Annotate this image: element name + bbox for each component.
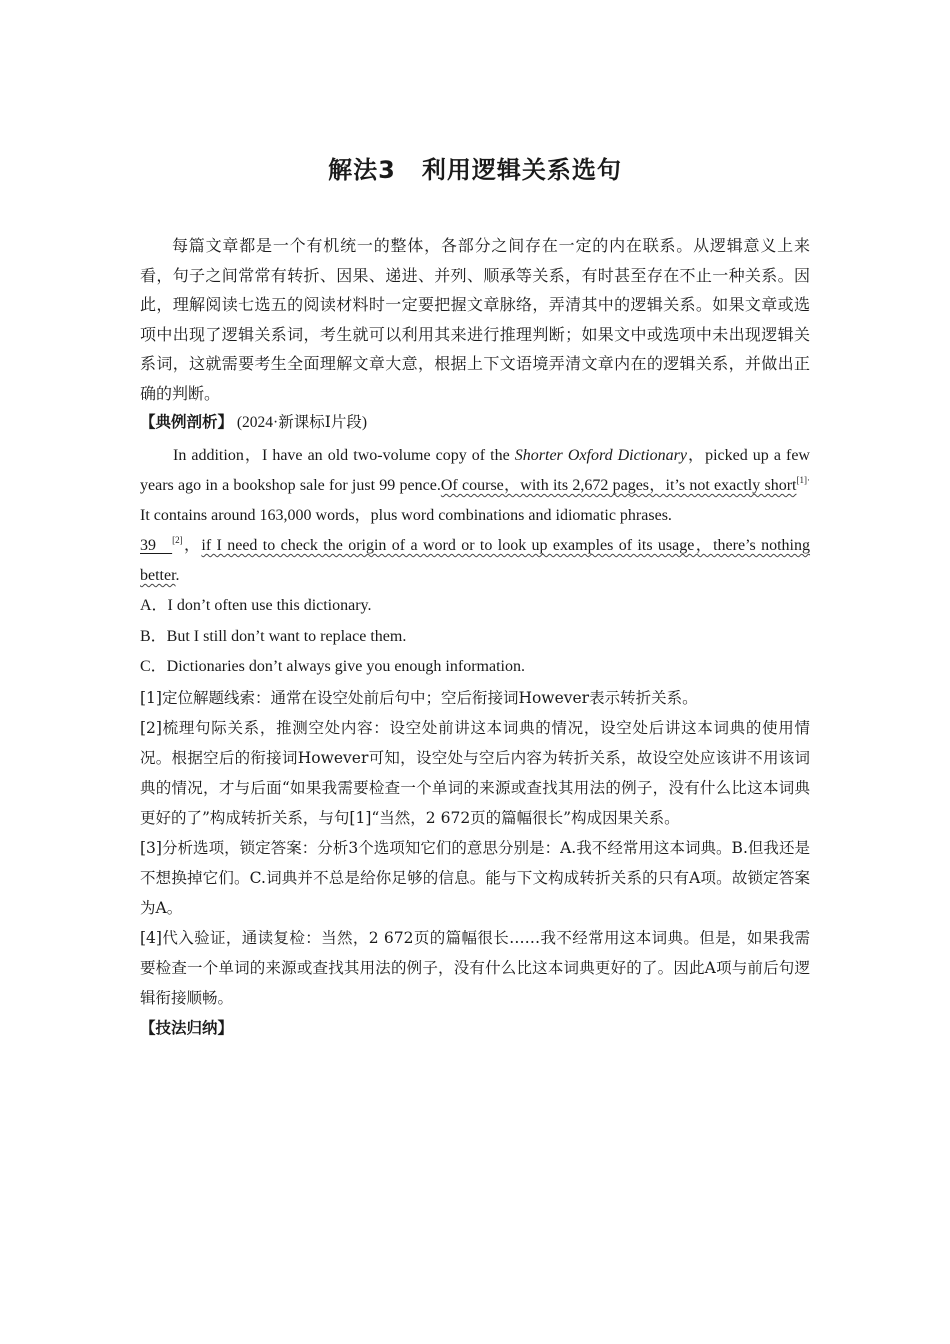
analysis-step-1: [1]定位解题线索：通常在设空处前后句中；空后衔接词However表示转折关系。 [140, 688, 698, 707]
wavy-underline-1: Of course，with its 2,672 pages，it’s not exactly short [440, 477, 797, 494]
passage-text-1: In addition，I have an old two-volume copy of the [173, 447, 515, 464]
marker-2: [2] [172, 535, 183, 545]
analysis-step-2: [2]梳理句际关系，推测空处内容：设空处前讲这本词典的情况，设空处后讲这本词典的使用情况。根据空后的衔接词However可知，设空处与空后内容为转折关系，故设空处应该讲不用该词典的情况，才与后面“如果我需要检查一个单词的来源或查找其用法的例子，没有什么比这本词典更好的了”构成转折关系，与句[1]“当然，2 672页的篇幅很长”构成因果关系。 [140, 718, 810, 827]
example-source: (2024·新课标Ⅰ片段) [236, 414, 367, 431]
marker-1: [1]· [796, 475, 810, 485]
intro-paragraph: 每篇文章都是一个有机统一的整体，各部分之间存在一定的内在联系。从逻辑意义上来看，句子之间常常有转折、因果、递进、并列、顺承等关系，有时甚至存在不止一种关系。因此，理解阅读七选五的阅读材料时一定要把握文章脉络，弄清其中的逻辑关系。如果文章或选项中出现了逻辑关系词，考生就可以利用其来进行推理判断；如果文中或选项中未出现逻辑关系词，这就需要考生全面理解文章大意，根据上下文语境弄清文章内在的逻辑关系，并做出正确的判断。 [140, 236, 810, 403]
analysis-step-3: [3]分析选项，锁定答案：分析3个选项知它们的意思分别是：A.我不经常用这本词典。B.但我还是不想换掉它们。C.词典并不总是给你足够的信息。能与下文构成转折关系的只有A项。故锁定答案为A。 [140, 838, 810, 917]
document-page [140, 150, 810, 1043]
book-title: Shorter Oxford Dictionary [514, 447, 687, 464]
page-title [140, 150, 810, 185]
example-heading [140, 408, 810, 437]
analysis-step-4: [4]代入验证，通读复检：当然，2 672页的篇幅很长……我不经常用这本词典。但是，如果我需要检查一个单词的来源或查找其用法的例子，没有什么比这本词典更好的了。因此A项与前后句逻辑衔接顺畅。 [140, 928, 810, 1007]
wavy-underline-2: if I need to check the origin of a word or to look up examples of its usage，there’s nothing better [140, 537, 811, 584]
title-prefix: 解法3 [328, 156, 396, 184]
question-blank: 39 [140, 537, 156, 554]
option-a: A．I don’t often use this dictionary. [140, 597, 372, 614]
reading-passage [140, 441, 810, 591]
passage-text-3: It contains around 163,000 words，plus word combinations and idiomatic phrases. [140, 507, 672, 524]
passage-text-5: . [175, 567, 180, 584]
summary-heading: 【技法归纳】 [140, 1018, 234, 1037]
option-c: C．Dictionaries don’t always give you enough information. [140, 658, 525, 675]
passage-text-2: ，picked up a few years ago in a bookshop sale for just 99 pence. [140, 447, 810, 494]
title-main: 利用逻辑关系选句 [421, 156, 622, 184]
passage-text-4: ， [182, 537, 202, 554]
example-heading-label: 【典例剖析】 [140, 413, 234, 431]
option-b: B．But I still don’t want to replace them. [140, 627, 407, 645]
